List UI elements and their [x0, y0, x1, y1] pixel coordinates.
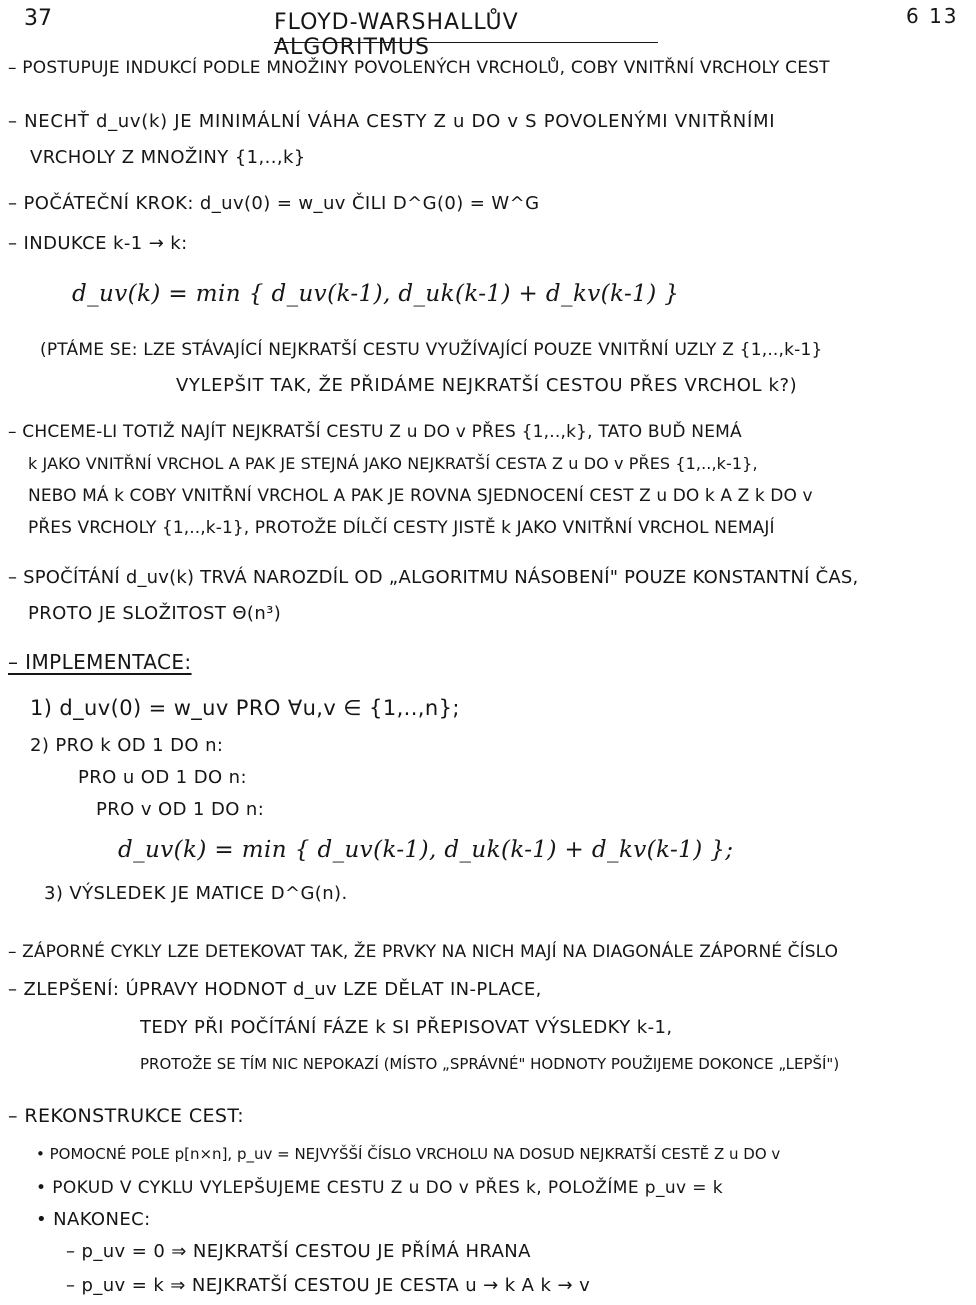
- note-improvement-3: PROTOŽE SE TÍM NIC NEPOKAZÍ (MÍSTO „SPRÁVNÉ" HODNOTY POUŽIJEME DOKONCE „LEPŠÍ"): [140, 1055, 840, 1073]
- note-line-11: NEBO MÁ k COBY VNITŘNÍ VRCHOL A PAK JE ROVNA SJEDNOCENÍ CEST Z u DO k A Z k DO v: [28, 486, 813, 506]
- note-negative-cycles: – ZÁPORNÉ CYKLY LZE DETEKOVAT TAK, ŽE PRVKY NA NICH MAJÍ NA DIAGONÁLE ZÁPORNÉ ČÍSLO: [8, 942, 839, 962]
- note-line-10: k JAKO VNITŘNÍ VRCHOL A PAK JE STEJNÁ JAKO NEJKRATŠÍ CESTA Z u DO v PŘES {1,..,k-1},: [28, 454, 758, 473]
- page-number: 37: [24, 6, 52, 31]
- section-implementation: – IMPLEMENTACE:: [8, 650, 192, 674]
- page-title: FLOYD-WARSHALLŮV ALGORITMUS: [274, 10, 519, 60]
- note-line-1: – POSTUPUJE INDUKCÍ PODLE MNOŽINY POVOLENÝCH VRCHOLŮ, COBY VNITŘNÍ VRCHOLY CEST: [8, 58, 830, 78]
- reconstruction-item-2: • POKUD V CYKLU VYLEPŠUJEME CESTU Z u DO v PŘES k, POLOŽÍME p_uv = k: [36, 1178, 724, 1198]
- note-line-3: VRCHOLY Z MNOŽINY {1,..,k}: [30, 147, 306, 168]
- note-line-13: – SPOČÍTÁNÍ d_uv(k) TRVÁ NAROZDÍL OD „ALGORITMU NÁSOBENÍ" POUZE KONSTANTNÍ ČAS,: [8, 567, 859, 588]
- note-line-12: PŘES VRCHOLY {1,..,k-1}, PROTOŽE DÍLČÍ CESTY JISTĚ k JAKO VNITŘNÍ VRCHOL NEMAJÍ: [28, 518, 775, 538]
- impl-step-1: 1) d_uv(0) = w_uv PRO ∀u,v ∈ {1,..,n};: [30, 696, 460, 720]
- recurrence-formula: d_uv(k) = min { d_uv(k-1), d_uk(k-1) + d_kv(k-1) }: [72, 281, 680, 307]
- impl-loop-v: PRO v OD 1 DO n:: [96, 799, 265, 820]
- section-reconstruction: – REKONSTRUKCE CEST:: [8, 1105, 245, 1127]
- note-improvement: – ZLEPŠENÍ: ÚPRAVY HODNOT d_uv LZE DĚLAT IN-PLACE,: [8, 979, 542, 1000]
- reconstruction-case-2: – p_uv = k ⇒ NEJKRATŠÍ CESTOU JE CESTA u → k A k → v: [66, 1275, 591, 1296]
- note-line-7: (PTÁME SE: LZE STÁVAJÍCÍ NEJKRATŠÍ CESTU VYUŽÍVAJÍCÍ POUZE VNITŘNÍ UZLY Z {1,..,k-1}: [40, 340, 823, 360]
- note-line-8: VYLEPŠIT TAK, ŽE PŘIDÁME NEJKRATŠÍ CESTOU PŘES VRCHOL k?): [176, 375, 798, 396]
- note-line-5: – INDUKCE k-1 → k:: [8, 233, 188, 254]
- impl-step-2: 2) PRO k OD 1 DO n:: [30, 735, 224, 756]
- note-line-4: – POČÁTEČNÍ KROK: d_uv(0) = w_uv ČILI D^G(0) = W^G: [8, 193, 540, 214]
- reconstruction-item-1: • POMOCNÉ POLE p[n×n], p_uv = NEJVYŠŠÍ ČÍSLO VRCHOLU NA DOSUD NEJKRATŠÍ CESTĚ Z u DO v: [36, 1145, 781, 1163]
- impl-update-formula: d_uv(k) = min { d_uv(k-1), d_uk(k-1) + d_kv(k-1) };: [118, 837, 734, 863]
- date-note: 6 13: [906, 4, 959, 28]
- note-line-2: – NECHŤ d_uv(k) JE MINIMÁLNÍ VÁHA CESTY Z u DO v S POVOLENÝMI VNITŘNÍMI: [8, 111, 776, 132]
- reconstruction-case-1: – p_uv = 0 ⇒ NEJKRATŠÍ CESTOU JE PŘÍMÁ HRANA: [66, 1241, 531, 1262]
- reconstruction-item-3: • NAKONEC:: [36, 1209, 151, 1230]
- impl-step-3: 3) VÝSLEDEK JE MATICE D^G(n).: [44, 883, 348, 904]
- complexity-line: PROTO JE SLOŽITOST Θ(n³): [28, 603, 282, 624]
- title-underline: [274, 6, 658, 60]
- impl-loop-u: PRO u OD 1 DO n:: [78, 767, 247, 788]
- note-improvement-2: TEDY PŘI POČÍTÁNÍ FÁZE k SI PŘEPISOVAT VÝSLEDKY k-1,: [140, 1017, 673, 1038]
- note-line-9: – CHCEME-LI TOTIŽ NAJÍT NEJKRATŠÍ CESTU Z u DO v PŘES {1,..,k}, TATO BUĎ NEMÁ: [8, 422, 742, 442]
